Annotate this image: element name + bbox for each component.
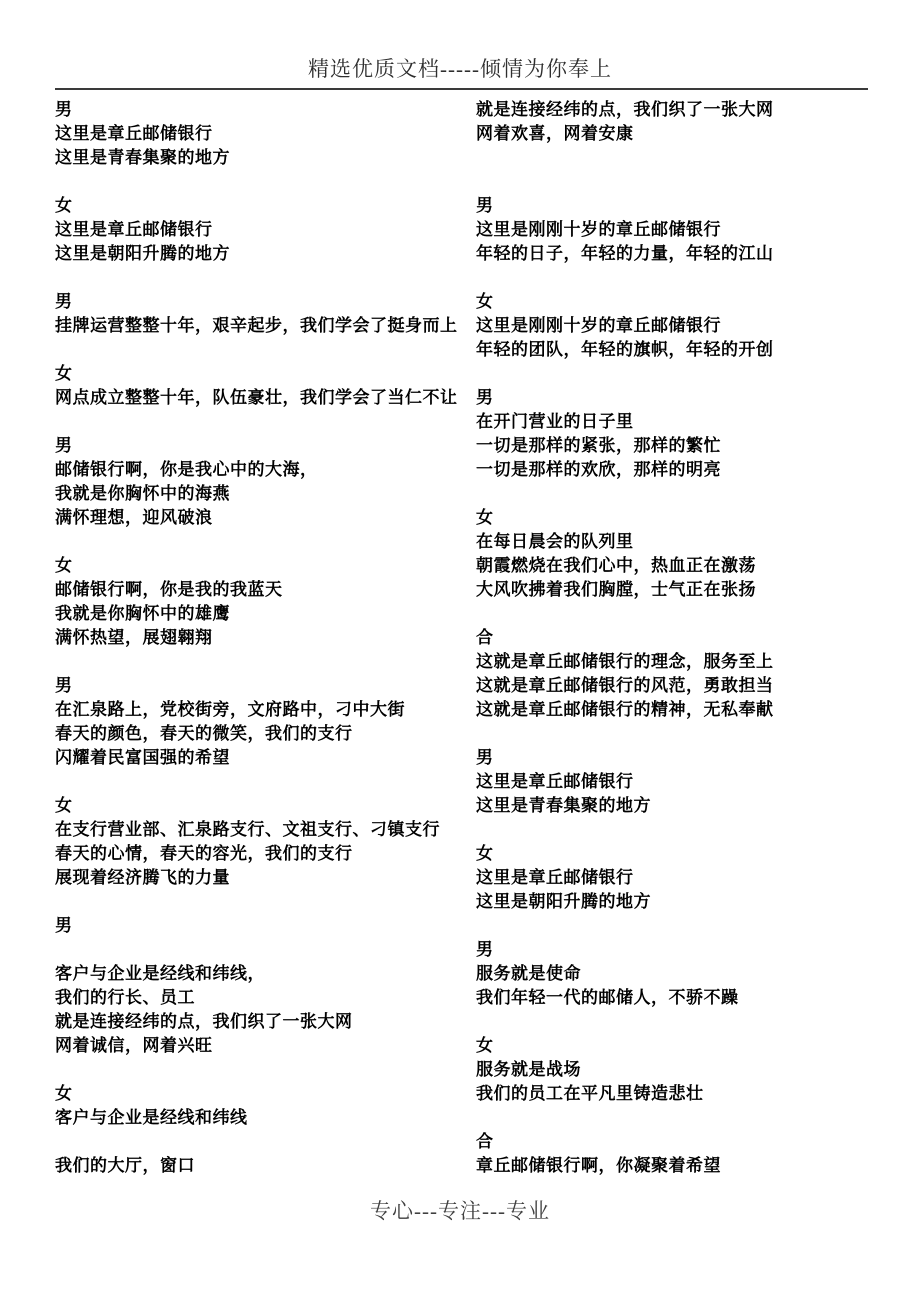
speaker-label: 女 xyxy=(476,508,494,527)
speaker-label: 男 xyxy=(55,100,73,119)
lyric-line: 网点成立整整十年，队伍豪壮，我们学会了当仁不让 xyxy=(55,388,458,407)
lyric-line: 这里是朝阳升腾的地方 xyxy=(476,892,651,911)
speaker-label: 男 xyxy=(55,436,73,455)
lyric-line: 我就是你胸怀中的海燕 xyxy=(55,484,230,503)
blank-line xyxy=(55,410,473,434)
lyric-line: 网着诚信，网着兴旺 xyxy=(55,1036,213,1055)
speaker-label: 男 xyxy=(55,676,73,695)
lyric-line: 就是连接经纬的点，我们织了一张大网 xyxy=(55,1012,353,1031)
blank-line xyxy=(55,938,473,962)
lyric-line: 这里是章丘邮储银行 xyxy=(476,772,634,791)
lyric-line: 这里是青春集聚的地方 xyxy=(476,796,651,815)
lyric-line: 满怀热望，展翅翱翔 xyxy=(55,628,213,647)
blank-line xyxy=(476,914,880,938)
speaker-label: 女 xyxy=(476,1036,494,1055)
speaker-label: 合 xyxy=(476,1132,494,1151)
header-divider xyxy=(55,88,868,90)
blank-line xyxy=(55,266,473,290)
lyrics-column-left xyxy=(55,98,473,1178)
blank-line xyxy=(476,602,880,626)
lyric-line: 一切是那样的紧张，那样的繁忙 xyxy=(476,436,721,455)
blank-line xyxy=(476,146,880,170)
lyric-line: 满怀理想，迎风破浪 xyxy=(55,508,213,527)
blank-line xyxy=(55,1058,473,1082)
speaker-label: 女 xyxy=(476,844,494,863)
speaker-label: 男 xyxy=(55,916,73,935)
lyric-line: 这里是青春集聚的地方 xyxy=(55,148,230,167)
lyric-line: 我们的大厅，窗口 xyxy=(55,1156,195,1175)
lyric-line: 这就是章丘邮储银行的风范，勇敢担当 xyxy=(476,676,774,695)
lyric-line: 展现着经济腾飞的力量 xyxy=(55,868,230,887)
blank-line xyxy=(55,1130,473,1154)
speaker-label: 女 xyxy=(55,364,73,383)
blank-line xyxy=(476,362,880,386)
footer-slogan: 专心---专注---专业 xyxy=(370,1199,550,1223)
lyric-line: 章丘邮储银行啊，你凝聚着希望 xyxy=(476,1156,721,1175)
lyric-line: 这里是刚刚十岁的章丘邮储银行 xyxy=(476,316,721,335)
lyric-line: 这里是章丘邮储银行 xyxy=(55,124,213,143)
lyric-line: 朝霞燃烧在我们心中，热血正在激荡 xyxy=(476,556,756,575)
speaker-label: 女 xyxy=(476,292,494,311)
blank-line xyxy=(476,482,880,506)
speaker-label: 女 xyxy=(55,556,73,575)
blank-line xyxy=(55,338,473,362)
speaker-label: 女 xyxy=(55,796,73,815)
lyric-line: 这里是章丘邮储银行 xyxy=(55,220,213,239)
lyric-line: 闪耀着民富国强的希望 xyxy=(55,748,230,767)
blank-line xyxy=(55,650,473,674)
lyric-line: 服务就是使命 xyxy=(476,964,581,983)
lyric-line: 这就是章丘邮储银行的精神，无私奉献 xyxy=(476,700,774,719)
speaker-label: 男 xyxy=(55,292,73,311)
lyric-line: 年轻的团队，年轻的旗帜，年轻的开创 xyxy=(476,340,774,359)
lyric-line: 在汇泉路上，党校街旁，文府路中，刁中大街 xyxy=(55,700,405,719)
blank-line xyxy=(476,266,880,290)
speaker-label: 女 xyxy=(55,196,73,215)
lyric-line: 我就是你胸怀中的雄鹰 xyxy=(55,604,230,623)
lyric-line: 邮储银行啊，你是我的我蓝天 xyxy=(55,580,283,599)
lyric-line: 在支行营业部、汇泉路支行、文祖支行、刁镇支行 xyxy=(55,820,440,839)
blank-line xyxy=(476,818,880,842)
lyric-line: 服务就是战场 xyxy=(476,1060,581,1079)
lyric-line: 年轻的日子，年轻的力量，年轻的江山 xyxy=(476,244,774,263)
blank-line xyxy=(476,1106,880,1130)
lyrics-column-right xyxy=(476,98,880,1178)
blank-line xyxy=(476,722,880,746)
lyric-line: 春天的颜色，春天的微笑，我们的支行 xyxy=(55,724,353,743)
lyric-line: 邮储银行啊，你是我心中的大海， xyxy=(55,460,318,479)
lyric-line: 春天的心情，春天的容光，我们的支行 xyxy=(55,844,353,863)
blank-line xyxy=(55,530,473,554)
blank-line xyxy=(55,890,473,914)
lyric-line: 就是连接经纬的点，我们织了一张大网 xyxy=(476,100,774,119)
lyric-line: 网着欢喜，网着安康 xyxy=(476,124,634,143)
lyric-line: 我们的行长、员工 xyxy=(55,988,195,1007)
lyric-line: 挂牌运营整整十年，艰辛起步，我们学会了挺身而上 xyxy=(55,316,458,335)
lyric-line: 在每日晨会的队列里 xyxy=(476,532,634,551)
lyric-line: 我们年轻一代的邮储人，不骄不躁 xyxy=(476,988,739,1007)
lyric-line: 我们的员工在平凡里铸造悲壮 xyxy=(476,1084,704,1103)
lyric-line: 这里是朝阳升腾的地方 xyxy=(55,244,230,263)
lyric-line: 客户与企业是经线和纬线， xyxy=(55,964,265,983)
speaker-label: 女 xyxy=(55,1084,73,1103)
lyric-line: 一切是那样的欢欣，那样的明亮 xyxy=(476,460,721,479)
lyric-line: 大风吹拂着我们胸膛，士气正在张扬 xyxy=(476,580,756,599)
blank-line xyxy=(55,170,473,194)
blank-line xyxy=(476,170,880,194)
lyric-line: 客户与企业是经线和纬线 xyxy=(55,1108,248,1127)
lyric-line: 这就是章丘邮储银行的理念，服务至上 xyxy=(476,652,774,671)
speaker-label: 男 xyxy=(476,196,494,215)
speaker-label: 男 xyxy=(476,388,494,407)
lyric-line: 这里是章丘邮储银行 xyxy=(476,868,634,887)
lyric-line: 在开门营业的日子里 xyxy=(476,412,634,431)
header-title: 精选优质文档-----倾情为你奉上 xyxy=(308,57,612,81)
blank-line xyxy=(55,770,473,794)
lyric-line: 这里是刚刚十岁的章丘邮储银行 xyxy=(476,220,721,239)
speaker-label: 男 xyxy=(476,748,494,767)
speaker-label: 合 xyxy=(476,628,494,647)
blank-line xyxy=(476,1010,880,1034)
speaker-label: 男 xyxy=(476,940,494,959)
